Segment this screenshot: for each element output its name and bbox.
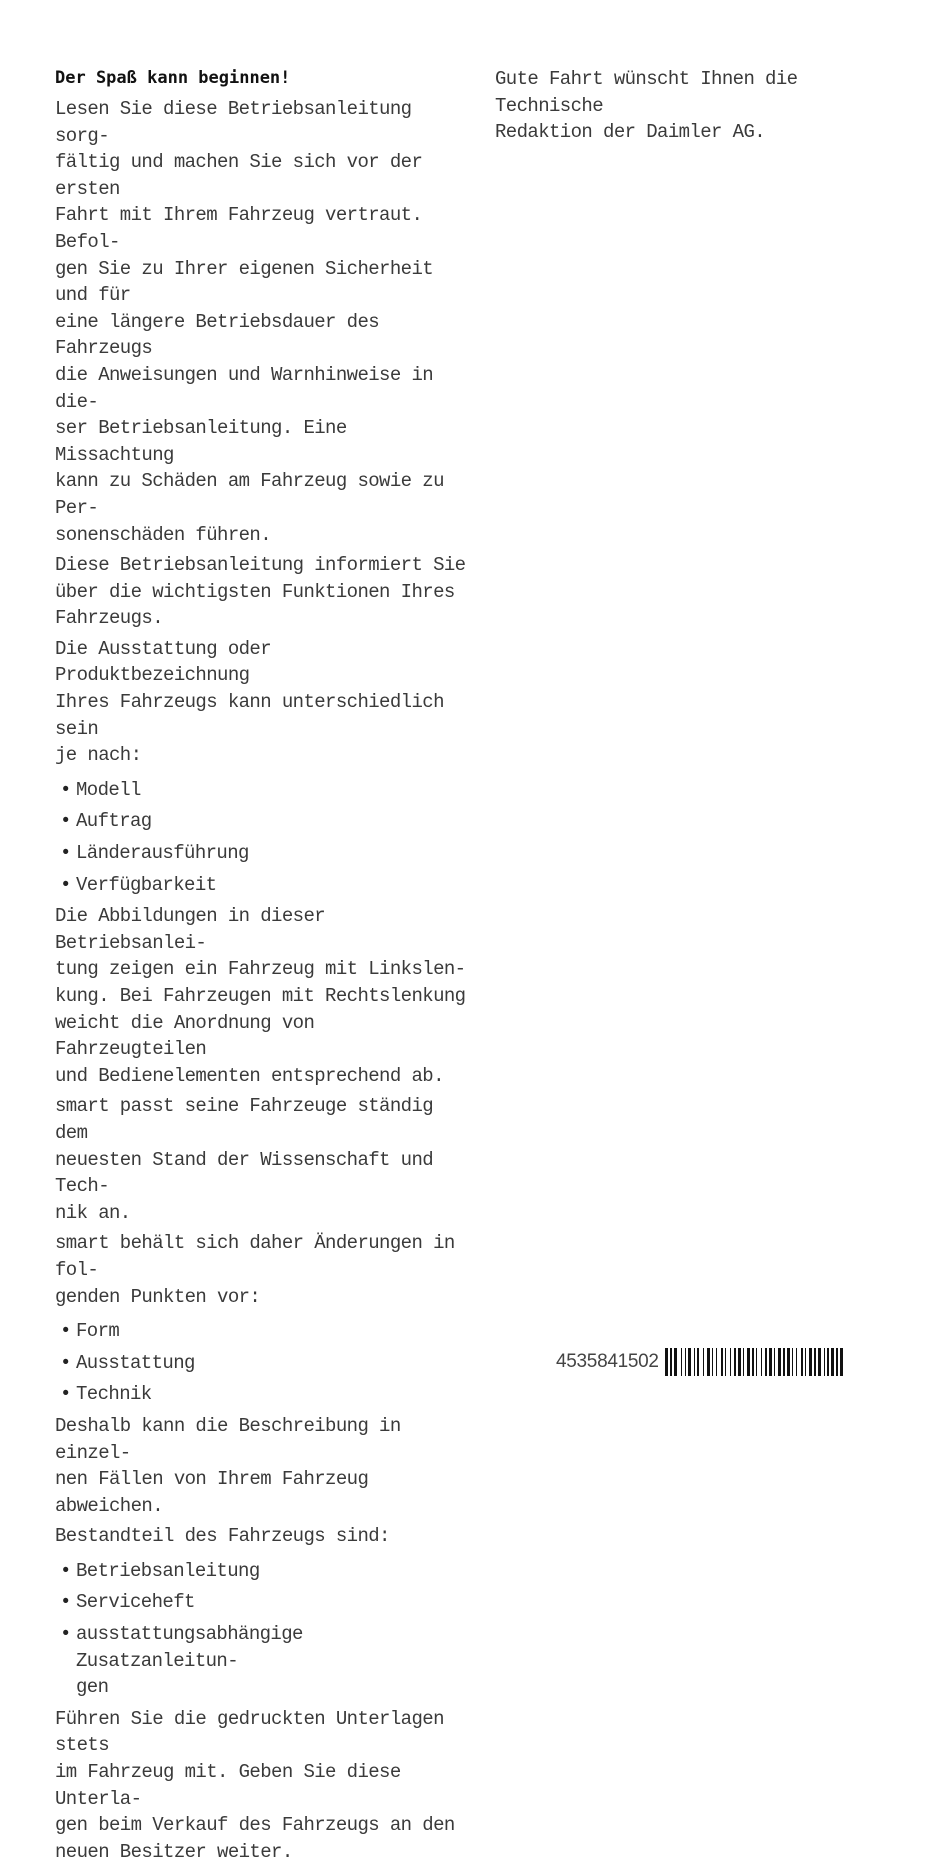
barcode-number: 4535841502 [556,1351,659,1372]
documents-paragraph: Führen Sie die gedruckten Unterlagen stets im Fahrzeug mit. Geben Sie diese Unterla- gen beim Verkauf des Fahrzeugs an den neuen Besitzer weiter. [55,1707,455,1863]
changes-list [55,1318,473,1408]
closing-paragraph: Gute Fahrt wünscht Ihnen die Technische Redaktion der Daimler AG. [495,68,798,144]
components-paragraph: Bestandteil des Fahrzeugs sind: [55,1525,390,1548]
changes-paragraph: smart behält sich daher Änderungen in fol- genden Punkten vor: [55,1232,455,1308]
list-item: • Form [55,1318,473,1345]
left-column [55,66,473,1869]
equipment-list [55,777,473,898]
functions-paragraph: Diese Betriebsanleitung informiert Sie über die wichtigsten Funktionen Ihres Fahrzeugs. [55,554,466,630]
components-list [55,1558,473,1701]
barcode [556,1348,913,1376]
section-heading: Der Spaß kann beginnen! [55,68,291,88]
barcode-bars-icon [665,1348,913,1376]
list-item: • Betriebsanleitung [55,1558,473,1585]
adaptation-paragraph: smart passt seine Fahrzeuge ständig dem neuesten Stand der Wissenschaft und Tech- nik an. [55,1095,434,1224]
list-item: • Auftrag [55,808,473,835]
list-item: • Technik [55,1381,473,1408]
list-item: • Modell [55,777,473,804]
list-item: • Ausstattung [55,1350,473,1377]
list-item: • Länderausführung [55,840,473,867]
right-column [495,66,915,150]
deviation-paragraph: Deshalb kann die Beschreibung in einzel- nen Fällen von Ihrem Fahrzeug abweichen. [55,1414,401,1517]
illustrations-paragraph: Die Abbildungen in dieser Betriebsanlei- tung zeigen ein Fahrzeug mit Linkslen- kung. Bei Fahrzeugen mit Rechtslenkung weicht die Anordnung von Fahrzeugteilen und Bedienelementen entsprechend ab. [55,905,466,1087]
list-item: • Serviceheft [55,1589,473,1616]
intro-paragraph: Lesen Sie diese Betriebsanleitung sorg- fältig und machen Sie sich vor der ersten Fahrt mit Ihrem Fahrzeug vertraut. Befol- gen Sie zu Ihrer eigenen Sicherheit und für eine längere Betriebsdauer des Fahrzeugs die Anweisungen und Warnhinweise in die- ser Betriebsanleitung. Eine Missachtung kann zu Schäden am Fahrzeug sowie zu Per- sonenschäden führen. [55,98,444,546]
list-item: • ausstattungsabhängige Zusatzanleitun- gen [55,1621,473,1701]
list-item: • Verfügbarkeit [55,872,473,899]
equipment-paragraph: Die Ausstattung oder Produktbezeichnung Ihres Fahrzeugs kann unterschiedlich sein je nach: [55,637,444,767]
